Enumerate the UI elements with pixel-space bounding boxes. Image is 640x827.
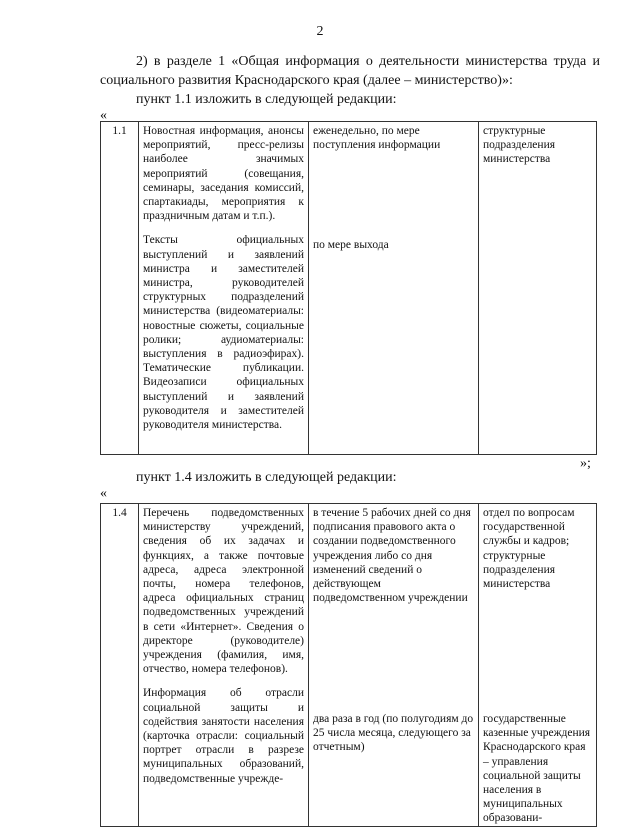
item-period: по мере выхода <box>313 239 389 251</box>
item-responsible: структурные подразделения министерства <box>483 125 556 166</box>
table-1-4 <box>100 503 597 827</box>
responsible-cell <box>479 504 597 827</box>
table-1-1 <box>100 121 597 455</box>
item-responsible: отдел по вопросам государственной службы и кадров; структурные подразделения министерства <box>483 507 575 591</box>
punkt-1-4-heading: пункт 1.4 изложить в следующей редакции: <box>136 470 397 485</box>
item-description: Новостная информация, анонсы мероприятий, пресс-релизы наиболее значимых мероприятий (совещания, семинары, заседания комиссий, спартакиады, мероприятия к праздничным датам и т.п.). <box>143 125 304 223</box>
row-number: 1.1 <box>101 122 139 455</box>
item-description: Тексты официальных выступлений и заявлений министра и заместителей министра, руководителей структурных подразделений министерства (видеоматериалы: новостные сюжеты, социальные ролики; аудиоматериалы: выступления в радиоэфирах). Тематические публикации. Видеозаписи официальных выступлений и заявлений руководителя и заместителей руководителя министерства. <box>143 234 304 432</box>
period-cell <box>309 122 479 455</box>
item-description: Перечень подведомственных министерству учреждений, сведения об их задачах и функциях, а также почтовые адреса, адреса электронной почты, номера телефонов, адреса официальных страниц подведомственных учреждений в сети «Интернет». Сведения о директоре (руководителе) учреждения (фамилия, имя, отчество, номера телефонов). <box>143 507 304 676</box>
item-description: Информация об отрасли социальной защиты и содействия занятости населения (карточка отрасли: социальный портрет отрасли в разрезе муниципальных образований, подведомственные учрежде- <box>143 687 304 785</box>
period-cell <box>309 504 479 827</box>
close-quote: »; <box>580 456 591 471</box>
description-cell <box>139 122 309 455</box>
item-period: в течение 5 рабочих дней со дня подписания правового акта о создании подведомственного учреждения либо со дня изменений сведений о действующем подведомственном учреждении <box>313 507 471 605</box>
open-quote-1: « <box>100 108 107 123</box>
responsible-cell <box>479 122 597 455</box>
page-number: 2 <box>316 24 324 39</box>
row-number: 1.4 <box>101 504 139 827</box>
item-period: еженедельно, по мере поступления информации <box>313 125 441 152</box>
item-period: два раза в год (по полугодиям до 25 числа месяца, следующего за отчетным) <box>313 713 474 754</box>
open-quote-2: « <box>100 486 107 501</box>
item-responsible: государственные казенные учреждения Краснодарского края – управления социальной защиты населения в муниципальных образовани- <box>483 713 591 825</box>
intro-paragraph: 2) в разделе 1 «Общая информация о деятельности министерства труда и социального развития Краснодарского края (далее – министерство)»: <box>100 54 600 88</box>
description-cell <box>139 504 309 827</box>
punkt-1-1-heading: пункт 1.1 изложить в следующей редакции: <box>136 92 397 107</box>
